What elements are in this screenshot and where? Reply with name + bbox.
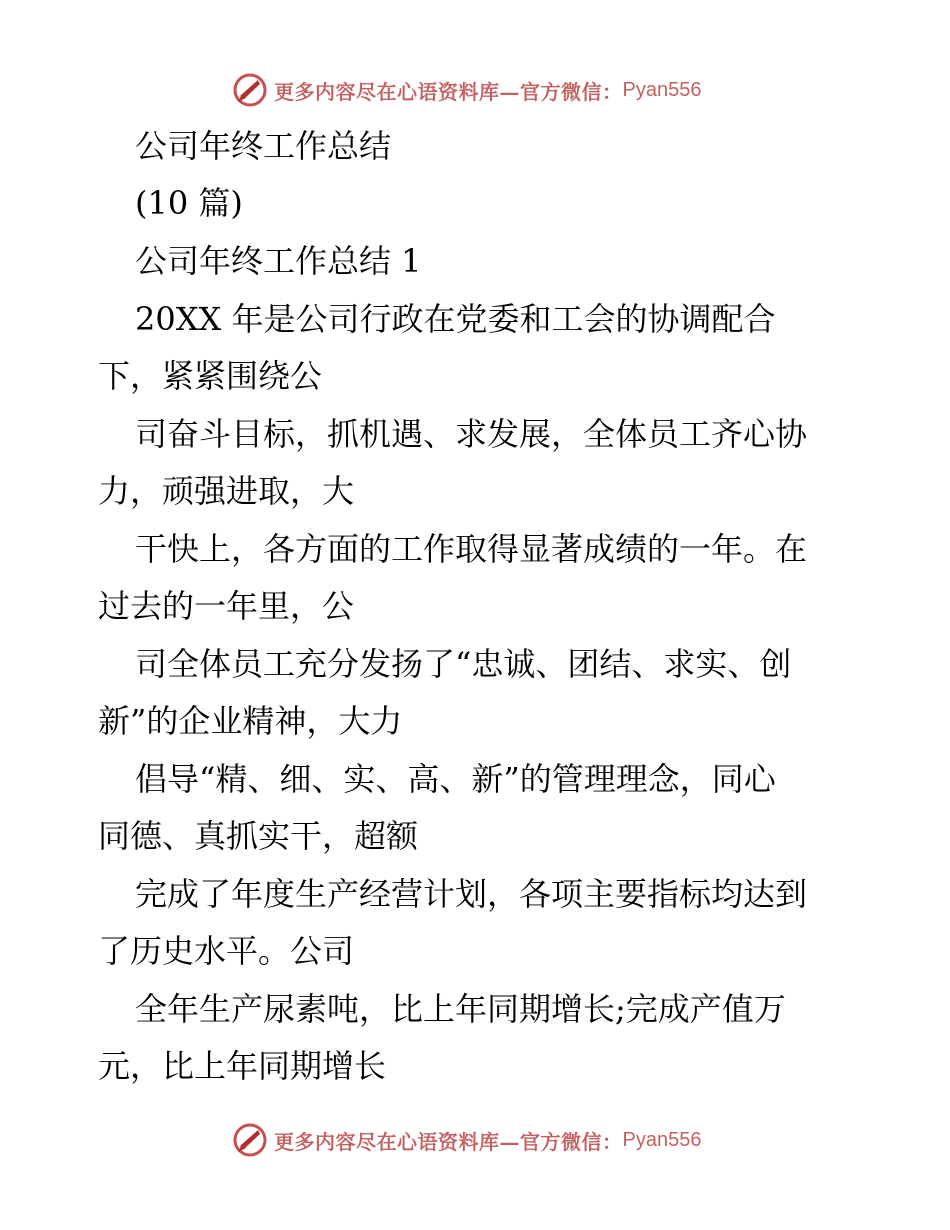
footer-watermark — [232, 1120, 701, 1160]
text-line: 新”的企业精神，大力 — [98, 702, 403, 740]
logo-icon — [232, 72, 268, 108]
header-watermark — [232, 70, 701, 110]
text-line: 力，顽强进取，大 — [98, 472, 355, 510]
text-line: 20XX 年是公司行政在党委和工会的协调配合 — [135, 300, 776, 338]
section-heading: 公司年终工作总结 1 — [135, 242, 422, 280]
text-line: 下，紧紧围绕公 — [98, 357, 323, 395]
watermark-id: Pyan556 — [622, 1128, 702, 1151]
text-line: 司奋斗目标，抓机遇、求发展，全体员工齐心协 — [135, 415, 808, 453]
text-line: 了历史水平。公司 — [98, 932, 355, 970]
doc-subtitle: (10 篇) — [135, 184, 243, 222]
watermark-id: Pyan556 — [622, 78, 702, 101]
text-line: 全年生产尿素吨，比上年同期增长;完成产值万 — [135, 990, 786, 1028]
text-line: 干快上，各方面的工作取得显著成绩的一年。在 — [135, 530, 808, 568]
logo-icon — [232, 1122, 268, 1158]
text-line: 同德、真抓实干，超额 — [98, 817, 419, 855]
text-line: 过去的一年里，公 — [98, 587, 355, 625]
text-line: 司全体员工充分发扬了“忠诚、团结、求实、创 — [135, 645, 792, 683]
watermark-text: 更多内容尽在心语资料库—官方微信： — [274, 79, 623, 104]
text-line: 元，比上年同期增长 — [98, 1047, 387, 1085]
text-line: 倡导“精、细、实、高、新”的管理理念，同心 — [135, 760, 776, 798]
doc-title: 公司年终工作总结 — [135, 127, 392, 165]
watermark-text: 更多内容尽在心语资料库—官方微信： — [274, 1129, 623, 1154]
text-line: 完成了年度生产经营计划，各项主要指标均达到 — [135, 875, 808, 913]
